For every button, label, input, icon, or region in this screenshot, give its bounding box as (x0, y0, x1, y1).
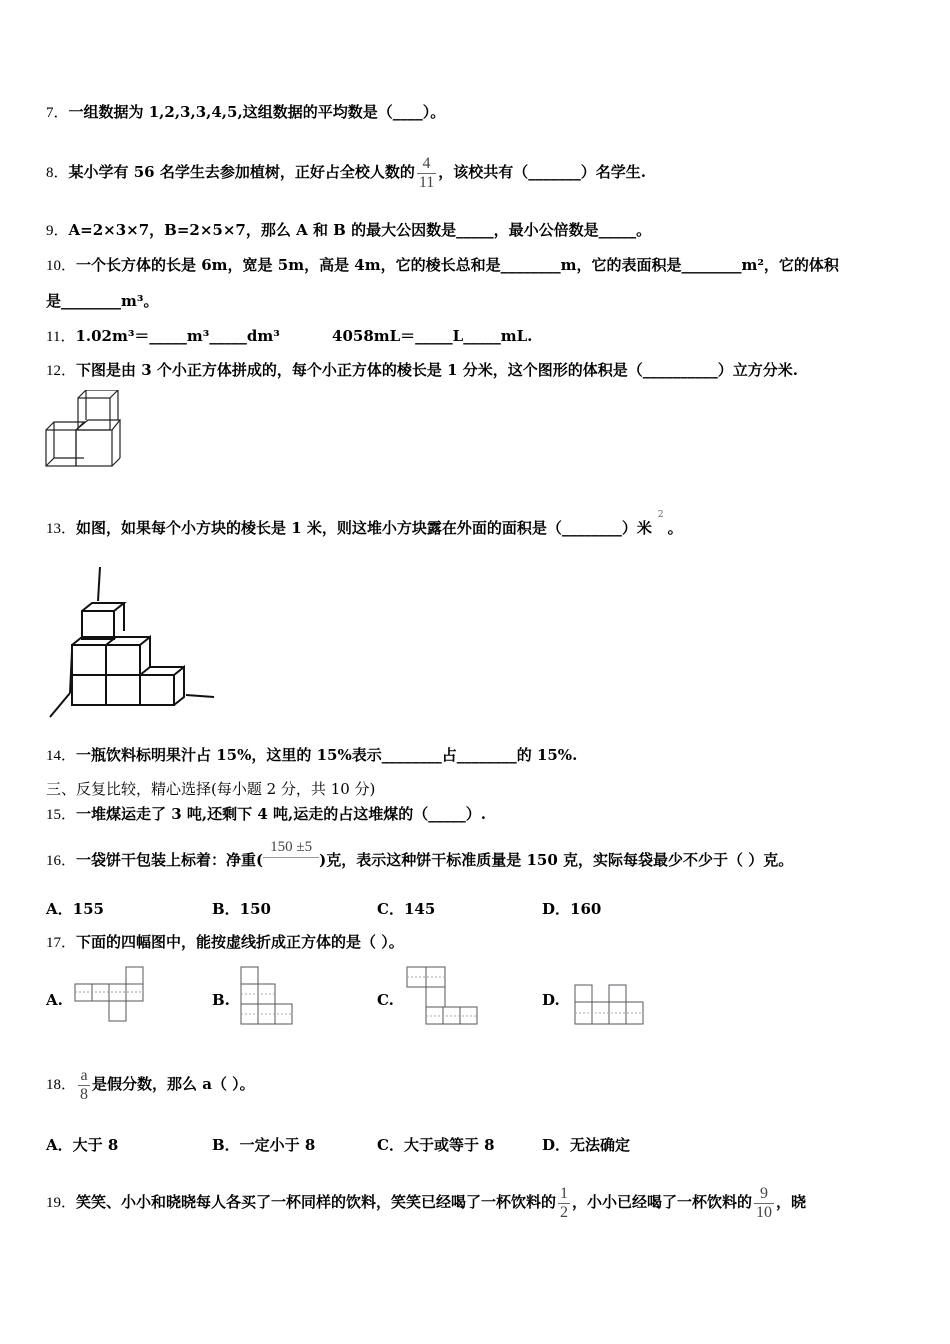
question-text: 某小学有 56 名学生去参加植树，正好占全校人数的 (68, 163, 415, 181)
option-d[interactable]: D．160 (542, 900, 602, 918)
question-number: 7． (46, 105, 69, 121)
option-a[interactable]: A．155 (46, 900, 104, 918)
option-d-label[interactable]: D. (542, 991, 560, 1009)
denominator: 2 (560, 1203, 569, 1221)
denominator: 11 (418, 173, 435, 191)
question-10 (46, 255, 839, 276)
three-cubes-figure (42, 390, 126, 470)
cube-net-b[interactable] (238, 964, 298, 1028)
question-text: 是________m³。 (46, 292, 159, 310)
numerator: a (80, 1066, 88, 1084)
question-number: 17． (46, 935, 77, 951)
question-16 (46, 839, 794, 872)
fraction (417, 155, 436, 192)
question-number: 11． (46, 329, 76, 345)
fraction (558, 1185, 570, 1222)
question-text: A=2×3×7，B=2×5×7，那么 A 和 B 的最大公因数是_____，最小公倍数是_____。 (68, 221, 652, 239)
question-number: 15． (46, 807, 77, 823)
question-9 (46, 220, 651, 241)
question-text: 下图是由 3 个小正方体拼成的，每个小正方体的棱长是 1 分米，这个图形的体积是（__________）立方分米. (76, 361, 799, 379)
question-number: 12． (46, 363, 77, 379)
question-number: 14． (46, 748, 77, 764)
question-text: 一堆煤运走了 3 吨,还剩下 4 吨,运走的占这堆煤的（_____）. (76, 805, 486, 823)
numerator: 9 (760, 1184, 769, 1202)
option-a[interactable]: A．大于 8 (46, 1136, 119, 1154)
option-c[interactable]: C．145 (377, 900, 436, 918)
question-number: 8． (46, 165, 69, 181)
question-number: 19． (46, 1195, 77, 1211)
option-a-label[interactable]: A. (46, 991, 63, 1009)
numerator: 1 (560, 1184, 569, 1202)
tolerance-expression: 150 ±5 (263, 837, 319, 858)
question-text: 一个长方体的长是 6m，宽是 5m，高是 4m，它的棱长总和是________m，它的表面积是________m²，它的体积 (76, 256, 839, 274)
question-8 (46, 152, 646, 193)
question-text: 一组数据为 1,2,3,3,4,5,这组数据的平均数是（____）。 (68, 103, 446, 121)
cube-net-c[interactable] (404, 964, 480, 1028)
question-text: 一袋饼干包装上标着：净重( (76, 851, 264, 869)
question-number: 10． (46, 258, 77, 274)
question-18 (46, 1064, 255, 1105)
cube-net-d[interactable] (572, 982, 646, 1028)
stacked-cubes-figure (46, 565, 218, 723)
option-c-label[interactable]: C. (377, 991, 394, 1009)
question-text-end: 。 (667, 519, 683, 537)
question-number: 16． (46, 853, 77, 869)
cube-net-a[interactable] (74, 964, 148, 1024)
question-14 (46, 745, 577, 766)
question-text-end: )克，表示这种饼干标准质量是 150 克，实际每袋最少不少于（ ）克。 (319, 851, 794, 869)
question-15 (46, 804, 486, 825)
option-c[interactable]: C．大于或等于 8 (377, 1136, 495, 1154)
question-7 (46, 102, 445, 123)
question-17 (46, 932, 404, 953)
question-text: 是假分数，那么 a（ ）。 (92, 1075, 255, 1093)
question-number: 18． (46, 1077, 77, 1093)
option-d[interactable]: D．无法确定 (542, 1136, 631, 1154)
question-10-continued (46, 291, 158, 311)
option-b[interactable]: B．一定小于 8 (212, 1136, 316, 1154)
section-heading: 三、反复比较，精心选择(每小题 2 分，共 10 分) (46, 780, 376, 798)
numerator: 4 (422, 154, 431, 172)
question-text: 1.02m³＝_____m³_____dm³ 4058mL＝_____L_____mL. (75, 327, 533, 345)
question-text: 如图，如果每个小方块的棱长是 1 米，则这堆小方块露在外面的面积是（________）米 (76, 519, 652, 537)
fraction (754, 1185, 774, 1222)
denominator: 10 (756, 1203, 773, 1221)
question-13 (46, 510, 683, 539)
question-19 (46, 1182, 806, 1223)
question-text-mid: ，小小已经喝了一杯饮料的 (572, 1193, 753, 1211)
question-text-end: ，该校共有（_______）名学生. (438, 163, 646, 181)
question-text: 下面的四幅图中，能按虚线折成正方体的是（ ）。 (76, 933, 404, 951)
option-b[interactable]: B．150 (212, 900, 271, 918)
question-number: 13． (46, 521, 77, 537)
question-12 (46, 360, 798, 381)
question-11 (46, 326, 532, 347)
question-text: 一瓶饮料标明果汁占 15%，这里的 15%表示________占________的 15%. (76, 746, 578, 764)
question-text-end: ，晓 (776, 1193, 807, 1211)
superscript: 2 (657, 510, 664, 520)
option-b-label[interactable]: B. (212, 991, 230, 1009)
question-text: 笑笑、小小和晓晓每人各买了一杯同样的饮料，笑笑已经喝了一杯饮料的 (76, 1193, 557, 1211)
fraction (78, 1067, 90, 1104)
denominator: 8 (80, 1085, 89, 1103)
question-number: 9． (46, 223, 69, 239)
